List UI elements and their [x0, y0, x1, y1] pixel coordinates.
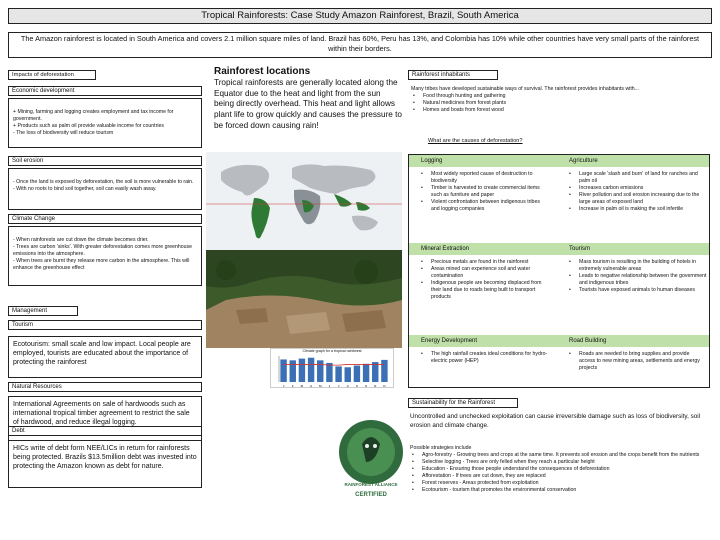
strategy-item: • Agro-forestry - Growing trees and crops at the same time. It prevents soil erosion and the crops benefit from the nutrients: [410, 452, 708, 459]
causes-tourism-header-text: Tourism: [569, 246, 591, 252]
climate-box: [8, 226, 202, 286]
mgmt-tourism-box: [8, 336, 202, 378]
inhabitants-item: • Homes and boats from forest wood: [411, 107, 707, 114]
econ-header: [8, 86, 202, 96]
mineral-list: [419, 259, 549, 301]
rainfall-bar: [290, 360, 296, 382]
strategy-item: • Afforestation - If trees are cut down, they are replaced: [410, 473, 708, 480]
causes-tourism-item: • Leads to negative relationship between the government and indigenous tribes: [567, 273, 707, 287]
month-tick-label: J: [337, 384, 340, 388]
mgmt-tourism-header: [8, 320, 202, 330]
soil-box: [8, 168, 202, 210]
causes-header-text: What are the causes of deforestation?: [428, 138, 523, 144]
climate-graph-title: Climate graph for a tropical rainforest: [302, 349, 362, 353]
intro-text: The Amazon rainforest is located in South America and covers 2.1 million square miles of land. Brazil has 60%, Peru has 13%, and Colombia has 10% while other countries have very small parts of the rainforest within their borders.: [20, 34, 700, 54]
month-tick-label: O: [364, 384, 368, 388]
climate-text: - When rainforests are cut down the climate becomes drier. - Trees are carbon 'sinks'. With greater deforestation comes more greenhouse emissions into the atmosphere. - When trees are burnt they release more carbon in the atmosphere. This will enhance the greenhouse effect: [13, 237, 193, 272]
month-tick-label: A: [346, 384, 349, 388]
logging-list: [419, 171, 549, 213]
month-tick-label: D: [383, 384, 386, 388]
road-list: [567, 351, 707, 372]
energy-header: [409, 335, 559, 347]
world-map: [206, 152, 402, 250]
management-header: [8, 306, 78, 316]
strategy-item: • Selective logging - Trees are only felled when they reach a particular height: [410, 459, 708, 466]
mineral-item: • Areas mined can experience soil and water contamination: [419, 266, 549, 280]
intro-box: [8, 32, 712, 58]
rainfall-bar: [345, 367, 351, 382]
inhabitants-box: [408, 84, 710, 128]
energy-item: • The high rainfall creates ideal conditions for hydro-electric power (HEP): [419, 351, 549, 365]
causes-header: [428, 138, 548, 148]
month-tick-label: F: [291, 384, 294, 388]
sustainability-header: [408, 398, 518, 408]
natural-text: International Agreements on sale of hardwoods such as international tropical timber agreement to restrict the sale of hardwood, and reduce illegal logging.: [13, 401, 190, 427]
climate-graph: [270, 348, 394, 388]
causes-panel: [408, 154, 710, 388]
month-tick-label: N: [374, 384, 377, 388]
energy-list: [419, 351, 549, 365]
rainfall-bar: [326, 363, 332, 382]
sustainability-intro-box: [408, 412, 710, 432]
logging-item: • Most widely reported cause of destruction to biodiversity: [419, 171, 549, 185]
road-header-text: Road Building: [569, 338, 607, 344]
mgmt-tourism-header-text: Tourism: [12, 322, 34, 328]
climate-header-text: Climate Change: [12, 216, 56, 222]
badge-top-text: RAINFOREST ALLIANCE: [344, 482, 398, 487]
natural-header-text: Natural Resources: [12, 384, 62, 390]
rainfall-bar: [354, 366, 360, 382]
agri-list: [567, 171, 707, 213]
agri-item: • Increase in palm oil is making the soil infertile: [567, 206, 707, 213]
strategies-box: [408, 444, 710, 532]
agri-header-text: Agriculture: [569, 158, 598, 164]
agri-item: • River pollution and soil erosion increasing due to the large areas of exposed land: [567, 192, 707, 206]
causes-tourism-item: • Mass tourism is resulting in the building of hotels in extremely vulnerable areas: [567, 259, 707, 273]
mineral-header-text: Mineral Extraction: [421, 246, 470, 252]
causes-tourism-list: [567, 259, 707, 294]
mgmt-tourism-text: Ecotourism: small scale and low impact. Local people are employed, tourists are educated about the importance of protecting the rainforest: [13, 341, 191, 367]
causes-tourism-item: • Tourists have exposed animals to human diseases: [567, 287, 707, 294]
rainforest-alliance-badge: [336, 392, 406, 532]
strategy-item: • Ecotourism - tourism that promotes the environmental conservation: [410, 487, 708, 494]
management-header-text: Management: [12, 308, 48, 314]
road-item: • Roads are needed to bring supplies and provide access to new mining areas, settlements and energy projects: [567, 351, 707, 372]
climate-header: [8, 214, 202, 224]
impacts-header-text: Impacts of deforestation: [12, 72, 74, 78]
agri-item: • Increases carbon emissions: [567, 185, 707, 192]
inhabitants-header: [408, 70, 498, 80]
climate-chart-svg: [271, 354, 393, 388]
debt-text: HICs write of debt form NEE/LICs in return for rainforests being protected. Brazils $13.5million debt was invested into protecting the Amazon known as debt for nature.: [13, 445, 197, 471]
strategies-list: [410, 452, 708, 494]
strategy-item: • Forest reserves - Areas protected from exploitation: [410, 480, 708, 487]
econ-box: [8, 98, 202, 148]
mineral-item: • Indigenous people are becoming displaced from their land due to roads being built to transport products: [419, 280, 549, 301]
road-header: [559, 335, 709, 347]
inhabitants-intro: Many tribes have developed sustainable ways of survival. The rainforest provides inhabitants with...: [411, 86, 639, 92]
agri-header: [559, 155, 709, 167]
logging-header: [409, 155, 559, 167]
month-tick-label: A: [310, 384, 313, 388]
sustainability-header-text: Sustainability for the Rainforest: [412, 400, 496, 406]
mineral-item: • Precious metals are found in the rainforest: [419, 259, 549, 266]
rainfall-bar: [381, 360, 387, 382]
locations-header: Rainforest locations: [214, 66, 311, 77]
rainfall-bar: [299, 359, 305, 382]
rainfall-bar: [335, 366, 341, 382]
logging-header-text: Logging: [421, 158, 443, 164]
soil-text: - Once the land is exposed by deforestation, the soil is more vulnerable to rain. - With no roots to bind soil together, soil can easily wash away.: [13, 179, 194, 193]
debt-header-text: Debt: [12, 428, 25, 434]
soil-header: [8, 156, 202, 166]
impacts-header: [8, 70, 96, 80]
title-bar: [8, 8, 712, 24]
inhabitants-item: • Natural medicines from forest plants: [411, 100, 707, 107]
rainfall-bar: [372, 362, 378, 382]
econ-header-text: Economic development: [12, 88, 75, 94]
debt-label-box: [8, 426, 202, 436]
strategies-header: Possible strategies include: [410, 445, 472, 451]
sustainability-intro: Uncontrolled and unchecked exploitation can cause irreversible damage such as loss of biodiversity, soil erosion and climate change.: [410, 413, 701, 429]
debt-box: [8, 440, 202, 488]
soil-header-text: Soil erosion: [12, 158, 44, 164]
month-tick-label: M: [319, 384, 322, 388]
locations-text: Tropical rainforests are generally located along the Equator due to the heat and light from the sun being directly overhead. This heat and light allows plant life to grow quickly and causes the pressure to be forced down causing rain!: [214, 78, 402, 130]
month-tick-label: J: [282, 384, 285, 388]
inhabitants-header-text: Rainforest inhabitants: [412, 72, 471, 78]
causes-tourism-header: [559, 243, 709, 255]
inhabitants-list: [411, 93, 707, 114]
rainfall-bar: [317, 360, 323, 382]
inhabitants-item: • Food through hunting and gathering: [411, 93, 707, 100]
logging-item: • Violent confrontation between indigenous tribes and logging companies: [419, 199, 549, 213]
energy-header-text: Energy Development: [421, 338, 478, 344]
locations-box: [206, 66, 402, 148]
badge-bottom-text: CERTIFIED: [355, 492, 387, 498]
logging-item: • Timber is harvested to create commercial items such as furniture and paper: [419, 185, 549, 199]
natural-header: [8, 382, 202, 392]
page-title: Tropical Rainforests: Case Study Amazon Rainforest, Brazil, South America: [201, 10, 519, 21]
agri-item: • Large scale 'slash and burn' of land for ranches and palm oil: [567, 171, 707, 185]
rainfall-bar: [280, 359, 286, 382]
month-tick-label: J: [328, 384, 331, 388]
rainfall-bar: [308, 358, 314, 382]
rainfall-bar: [363, 364, 369, 382]
month-tick-label: M: [300, 384, 304, 388]
month-tick-label: S: [355, 384, 358, 388]
econ-text: + Mining, farming and logging creates employment and tax income for government. + Products such as palm oil provide valuable income for countries - The loss of biodiversity will reduce tourism: [13, 109, 174, 137]
mineral-header: [409, 243, 559, 255]
deforestation-photo: [206, 250, 402, 348]
strategy-item: • Education - Ensuring those people understand the consequences of deforestation: [410, 466, 708, 473]
